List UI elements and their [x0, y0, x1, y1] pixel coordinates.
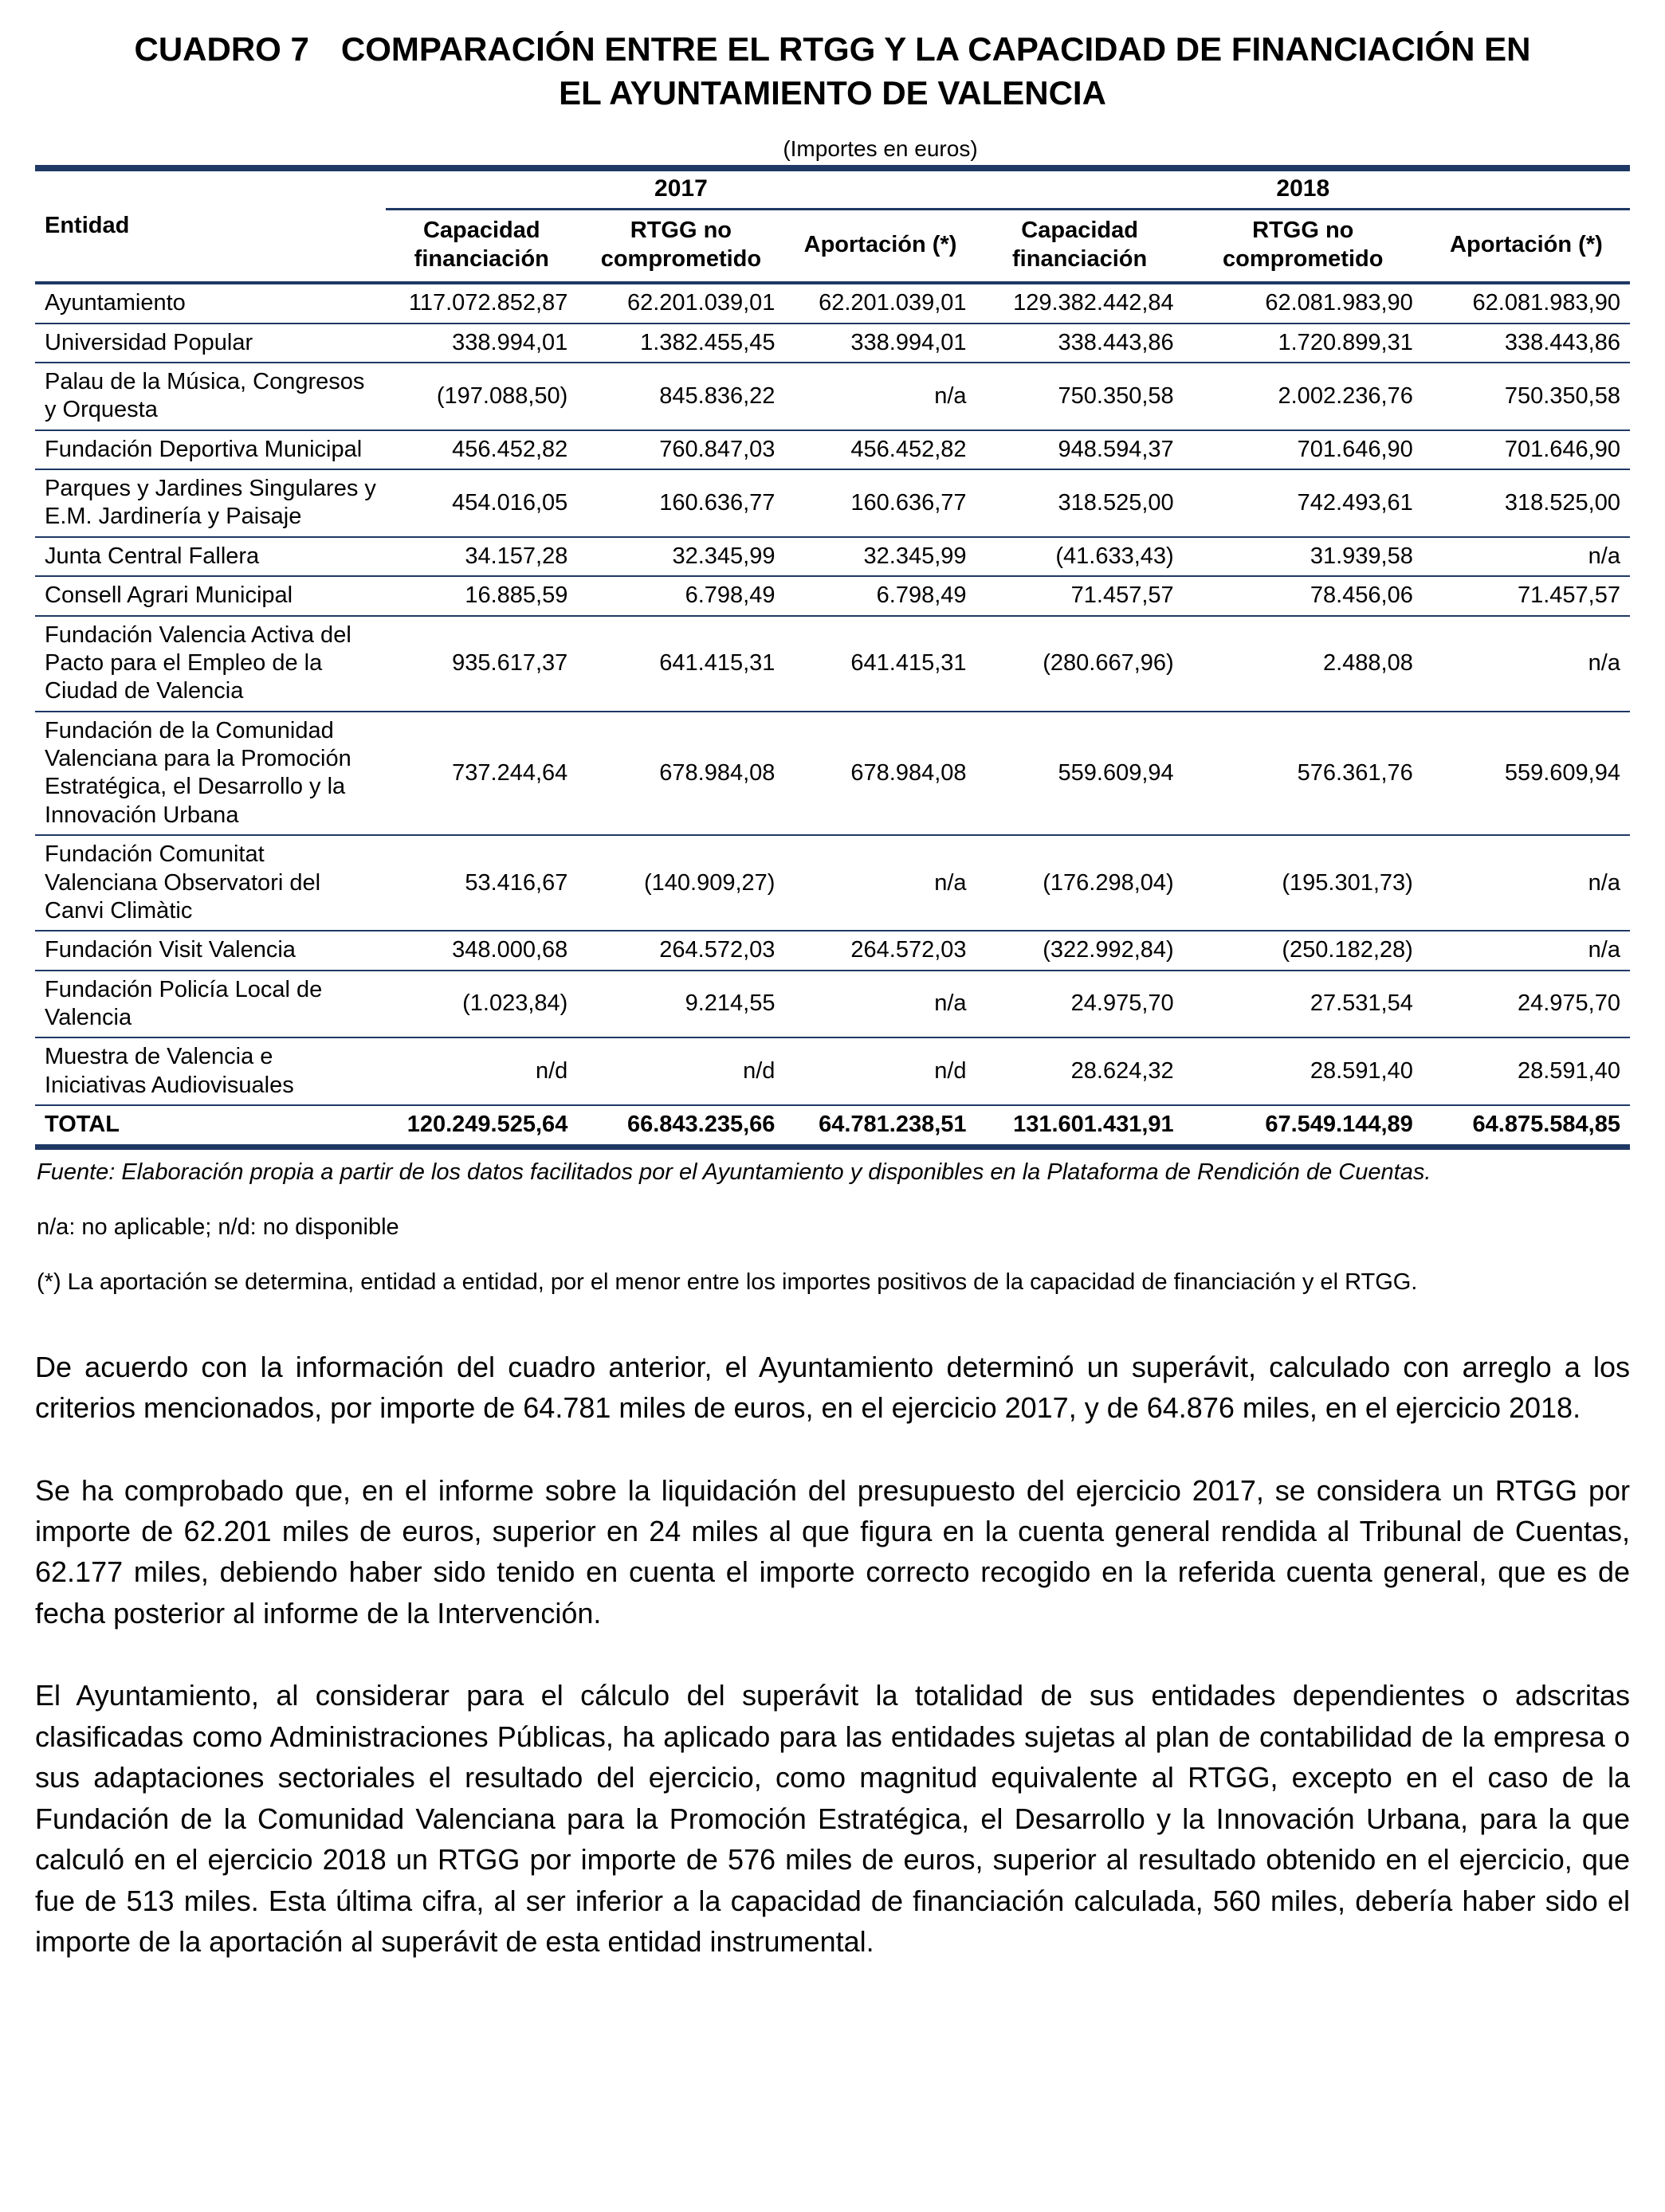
column-header-rtgg-2018: RTGG no comprometido	[1184, 210, 1423, 283]
value-cell: 641.415,31	[577, 616, 784, 712]
body-text	[35, 1347, 1630, 1963]
units-note: (Importes en euros)	[783, 135, 978, 161]
value-cell: (41.633,43)	[976, 537, 1184, 576]
table-row	[35, 537, 1630, 576]
value-cell: n/a	[784, 971, 976, 1038]
table-body	[35, 283, 1630, 1147]
value-cell: 454.016,05	[386, 469, 577, 537]
value-cell: 264.572,03	[577, 931, 784, 970]
entity-name: Universidad Popular	[35, 324, 386, 363]
entity-name: Ayuntamiento	[35, 283, 386, 323]
entity-name: Fundación Policía Local de Valencia	[35, 971, 386, 1038]
entity-name: TOTAL	[45, 1112, 120, 1138]
value-cell: 24.975,70	[1423, 971, 1630, 1038]
value-cell: n/a	[1423, 616, 1630, 712]
entity-name: Junta Central Fallera	[35, 537, 386, 576]
value-cell: (322.992,84)	[976, 931, 1184, 970]
entity-name: Consell Agrari Municipal	[35, 576, 386, 615]
value-cell: 34.157,28	[386, 537, 577, 576]
value-cell: 750.350,58	[976, 363, 1184, 430]
value-cell: 71.457,57	[976, 576, 1184, 615]
value-cell: n/a	[784, 363, 976, 430]
table-row	[35, 835, 1630, 931]
value-cell: 62.081.983,90	[1184, 283, 1423, 323]
value-cell: 678.984,08	[784, 712, 976, 836]
value-cell: 160.636,77	[784, 469, 976, 537]
value-cell: 760.847,03	[577, 430, 784, 469]
value-cell: 948.594,37	[976, 430, 1184, 469]
value-cell: (140.909,27)	[577, 835, 784, 931]
table-row	[35, 971, 1630, 1038]
table-title	[132, 27, 1534, 116]
value-cell: 62.201.039,01	[577, 283, 784, 323]
value-cell: 456.452,82	[386, 430, 577, 469]
value-cell: 456.452,82	[784, 430, 976, 469]
entity-name: Parques y Jardines Singulares y E.M. Jardinería y Paisaje	[35, 469, 386, 537]
value-cell: 32.345,99	[577, 537, 784, 576]
comparison-table	[35, 165, 1630, 1150]
value-cell: (280.667,96)	[976, 616, 1184, 712]
value-cell: (197.088,50)	[386, 363, 577, 430]
value-cell: 31.939,58	[1184, 537, 1423, 576]
asterisk-note: (*) La aportación se determina, entidad a entidad, por el menor entre los importes positivos de la capacidad de financiación y el RTGG.	[37, 1269, 1418, 1295]
table-row	[35, 712, 1630, 836]
value-cell: 1.720.899,31	[1184, 324, 1423, 363]
paragraph-superavit: De acuerdo con la información del cuadro anterior, el Ayuntamiento determinó un superávit, calculado con arreglo a los criterios mencionados, por importe de 64.781 miles de euros, en el ejercicio 2017, y de 64.876 miles, en el ejercicio 2018.	[35, 1350, 1630, 1425]
value-cell: 120.249.525,64	[406, 1112, 568, 1138]
value-cell: 9.214,55	[577, 971, 784, 1038]
value-cell: 53.416,67	[386, 835, 577, 931]
value-cell: 28.624,32	[976, 1037, 1184, 1105]
value-cell: 6.798,49	[577, 576, 784, 615]
entity-name: Fundación Deportiva Municipal	[35, 430, 386, 469]
value-cell: 32.345,99	[784, 537, 976, 576]
entity-name: Palau de la Música, Congresos y Orquesta	[35, 363, 386, 430]
value-cell: n/a	[784, 835, 976, 931]
source-note: Fuente: Elaboración propia a partir de los datos facilitados por el Ayuntamiento y disponibles en la Plataforma de Rendición de Cuentas.	[37, 1159, 1431, 1185]
value-cell: 318.525,00	[976, 469, 1184, 537]
table-row	[35, 469, 1630, 537]
value-cell: 71.457,57	[1423, 576, 1630, 615]
year-header-2018: 2018	[976, 168, 1630, 210]
value-cell: 701.646,90	[1184, 430, 1423, 469]
value-cell: 264.572,03	[784, 931, 976, 970]
value-cell: (1.023,84)	[386, 971, 577, 1038]
table-header	[35, 168, 1630, 283]
table-row	[35, 576, 1630, 615]
value-cell: 129.382.442,84	[976, 283, 1184, 323]
column-header-capacidad-2018: Capacidad financiación	[976, 210, 1184, 283]
value-cell: 348.000,68	[386, 931, 577, 970]
entity-name: Fundación de la Comunidad Valenciana para la Promoción Estratégica, el Desarrollo y la Innovación Urbana	[35, 712, 386, 836]
table-row	[35, 931, 1630, 970]
value-cell: 16.885,59	[386, 576, 577, 615]
value-cell: 338.994,01	[386, 324, 577, 363]
paragraph-rtgg-liquidacion: Se ha comprobado que, en el informe sobre la liquidación del presupuesto del ejercicio 2017, se considera un RTGG por importe de 62.201 miles de euros, superior en 24 miles al que figura en la cuenta general rendida al Tribunal de Cuentas, 62.177 miles, debiendo haber sido tenido en cuenta el importe correcto recogido en la referida cuenta general, que es de fecha posterior al informe de la Intervención.	[35, 1473, 1630, 1630]
entity-name: Fundación Comunitat Valenciana Observatori del Canvi Climàtic	[35, 835, 386, 931]
value-cell: n/a	[1423, 835, 1630, 931]
value-cell: (250.182,28)	[1184, 931, 1423, 970]
table-row	[35, 430, 1630, 469]
entity-name: Muestra de Valencia e Iniciativas Audiovisuales	[35, 1037, 386, 1105]
value-cell: 27.531,54	[1184, 971, 1423, 1038]
entity-name: Fundación Valencia Activa del Pacto para el Empleo de la Ciudad de Valencia	[35, 616, 386, 712]
value-cell: 117.072.852,87	[386, 283, 577, 323]
value-cell: 64.781.238,51	[819, 1112, 967, 1138]
column-header-entity: Entidad	[35, 168, 386, 283]
value-cell: 559.609,94	[976, 712, 1184, 836]
value-cell: 678.984,08	[577, 712, 784, 836]
value-cell: 67.549.144,89	[1265, 1112, 1413, 1138]
table-row	[35, 283, 1630, 323]
column-header-capacidad-2017: Capacidad financiación	[386, 210, 577, 283]
value-cell: 845.836,22	[577, 363, 784, 430]
value-cell: 750.350,58	[1423, 363, 1630, 430]
column-header-aportacion-2018: Aportación (*)	[1423, 210, 1630, 283]
table-row	[35, 1037, 1630, 1105]
year-header-2017: 2017	[386, 168, 976, 210]
column-header-rtgg-2017: RTGG no comprometido	[577, 210, 784, 283]
value-cell: (176.298,04)	[976, 835, 1184, 931]
value-cell: 24.975,70	[976, 971, 1184, 1038]
entity-name: Fundación Visit Valencia	[35, 931, 386, 970]
table-row	[35, 324, 1630, 363]
value-cell: 28.591,40	[1423, 1037, 1630, 1105]
value-cell: 935.617,37	[386, 616, 577, 712]
value-cell: 641.415,31	[784, 616, 976, 712]
value-cell: 28.591,40	[1184, 1037, 1423, 1105]
value-cell: 338.443,86	[1423, 324, 1630, 363]
value-cell: n/d	[784, 1037, 976, 1105]
value-cell: 701.646,90	[1423, 430, 1630, 469]
value-cell: 64.875.584,85	[1472, 1112, 1620, 1138]
value-cell: n/d	[577, 1037, 784, 1105]
value-cell: (195.301,73)	[1184, 835, 1423, 931]
value-cell: 6.798,49	[784, 576, 976, 615]
value-cell: n/d	[386, 1037, 577, 1105]
value-cell: 160.636,77	[577, 469, 784, 537]
value-cell: 62.081.983,90	[1423, 283, 1630, 323]
value-cell: 2.488,08	[1184, 616, 1423, 712]
table-number-label: CUADRO 7	[134, 30, 309, 68]
value-cell: 318.525,00	[1423, 469, 1630, 537]
value-cell: 131.601.431,91	[1013, 1112, 1174, 1138]
value-cell: 2.002.236,76	[1184, 363, 1423, 430]
table-row	[35, 363, 1630, 430]
value-cell: 338.994,01	[784, 324, 976, 363]
value-cell: 742.493,61	[1184, 469, 1423, 537]
paragraph-entidades-dependientes: El Ayuntamiento, al considerar para el cálculo del superávit la totalidad de sus entidades dependientes o adscritas clasificadas como Administraciones Públicas, ha aplicado para las entidades sujetas al plan de contabilidad de la empresa o sus adaptaciones sectoriales el resultado del ejercicio, como magnitud equivalente al RTGG, excepto en el caso de la Fundación de la Comunidad Valenciana para la Promoción Estratégica, el Desarrollo y la Innovación Urbana, para la que calculó en el ejercicio 2018 un RTGG por importe de 576 miles de euros, superior al resultado obtenido en el ejercicio, que fue de 513 miles. Esta última cifra, al ser inferior a la capacidad de financiación calculada, 560 miles, debería haber sido el importe de la aportación al superávit de esta entidad instrumental.	[35, 1679, 1630, 1959]
value-cell: n/a	[1423, 931, 1630, 970]
value-cell: 559.609,94	[1423, 712, 1630, 836]
column-header-aportacion-2017: Aportación (*)	[784, 210, 976, 283]
table-title-text: COMPARACIÓN ENTRE EL RTGG Y LA CAPACIDAD DE FINANCIACIÓN EN EL AYUNTAMIENTO DE VALENCIA	[340, 30, 1531, 112]
value-cell: 737.244,64	[386, 712, 577, 836]
abbreviations-note: n/a: no aplicable; n/d: no disponible	[37, 1214, 399, 1240]
value-cell: 66.843.235,66	[626, 1112, 776, 1138]
total-row	[35, 1105, 1630, 1147]
table-row	[35, 616, 1630, 712]
year-header-row	[35, 168, 1630, 210]
value-cell: 1.382.455,45	[577, 324, 784, 363]
value-cell: n/a	[1423, 537, 1630, 576]
value-cell: 338.443,86	[976, 324, 1184, 363]
value-cell: 78.456,06	[1184, 576, 1423, 615]
value-cell: 576.361,76	[1184, 712, 1423, 836]
value-cell: 62.201.039,01	[784, 283, 976, 323]
